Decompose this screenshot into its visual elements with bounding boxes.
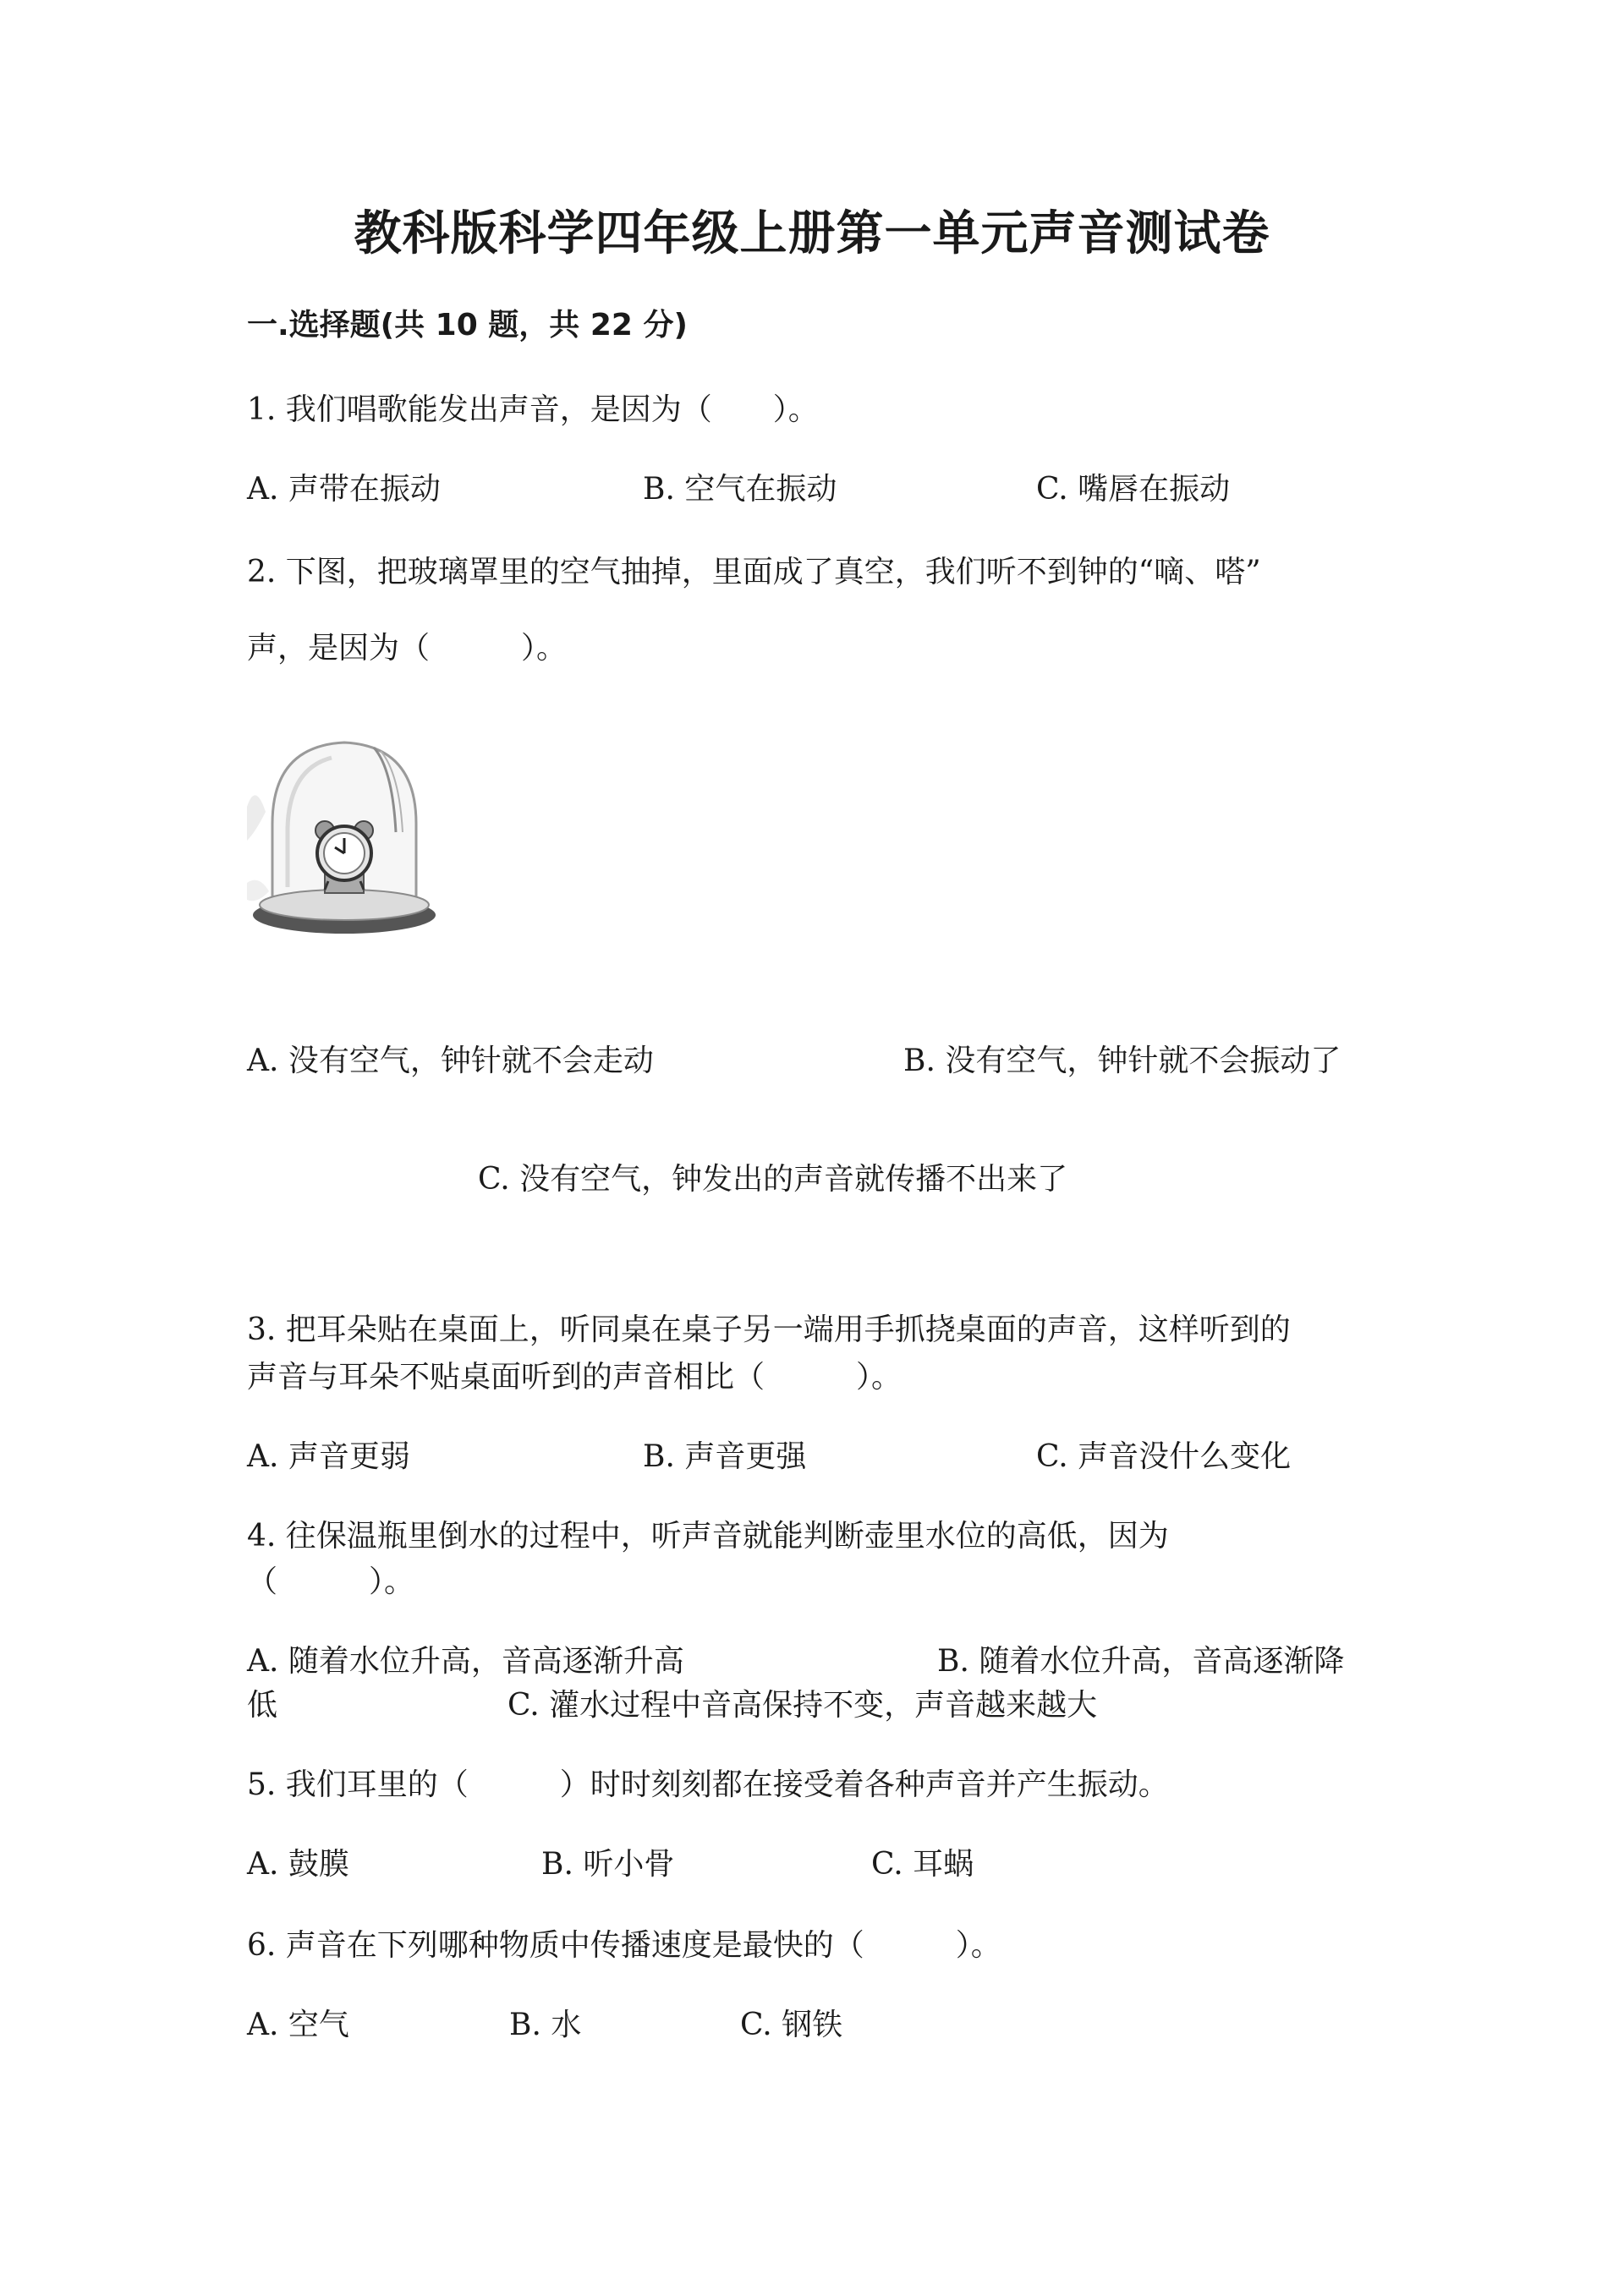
q6-option-c: C. 钢铁 <box>740 2008 843 2042</box>
q3-option-c: C. 声音没什么变化 <box>1036 1439 1292 1474</box>
bell-jar-clock-image <box>247 731 442 942</box>
q4-option-a: A. 随着水位升高，音高逐渐升高 <box>247 1644 684 1679</box>
page-title: 教科版科学四年级上册第一单元声音测试卷 <box>354 206 1270 261</box>
q1-option-a: A. 声带在振动 <box>247 472 441 507</box>
q5-option-c: C. 耳蜗 <box>871 1847 974 1882</box>
q4-option-b: B. 随着水位升高，音高逐渐降 <box>937 1644 1345 1679</box>
q2-option-b: B. 没有空气，钟针就不会振动了 <box>903 1044 1341 1078</box>
q4-option-c: C. 灌水过程中音高保持不变，声音越来越大 <box>508 1688 1098 1723</box>
question-6-text: 6. 声音在下列哪种物质中传播速度是最快的（ ）。 <box>247 1928 1001 1963</box>
q6-option-b: B. 水 <box>509 2008 582 2042</box>
q5-option-b: B. 听小骨 <box>541 1847 675 1882</box>
q6-option-a: A. 空气 <box>247 2008 349 2042</box>
q3-option-b: B. 声音更强 <box>643 1439 807 1474</box>
question-2-text-line2: 声，是因为（ ）。 <box>247 631 568 666</box>
question-5-text: 5. 我们耳里的（ ）时时刻刻都在接受着各种声音并产生振动。 <box>247 1767 1169 1802</box>
question-1-text: 1. 我们唱歌能发出声音，是因为（ ）。 <box>247 392 819 427</box>
q3-option-a: A. 声音更弱 <box>247 1439 410 1474</box>
q1-option-c: C. 嘴唇在振动 <box>1036 472 1231 507</box>
q2-option-c: C. 没有空气，钟发出的声音就传播不出来了 <box>478 1162 1068 1197</box>
question-4-text-line2: （ ）。 <box>247 1564 415 1599</box>
question-3-text-line1: 3. 把耳朵贴在桌面上，听同桌在桌子另一端用手抓挠桌面的声音，这样听到的 <box>247 1312 1291 1347</box>
question-4-text-line1: 4. 往保温瓶里倒水的过程中，听声音就能判断壶里水位的高低，因为 <box>247 1519 1169 1553</box>
section-heading: 一.选择题(共 10 题，共 22 分) <box>247 308 688 342</box>
q2-option-a: A. 没有空气，钟针就不会走动 <box>247 1044 654 1078</box>
q4-option-b-continued: 低 <box>247 1688 278 1723</box>
q5-option-a: A. 鼓膜 <box>247 1847 349 1882</box>
q1-option-b: B. 空气在振动 <box>643 472 837 507</box>
question-3-text-line2: 声音与耳朵不贴桌面听到的声音相比（ ）。 <box>247 1360 903 1395</box>
question-2-text-line1: 2. 下图，把玻璃罩里的空气抽掉，里面成了真空，我们听不到钟的“嘀、嗒” <box>247 555 1261 589</box>
